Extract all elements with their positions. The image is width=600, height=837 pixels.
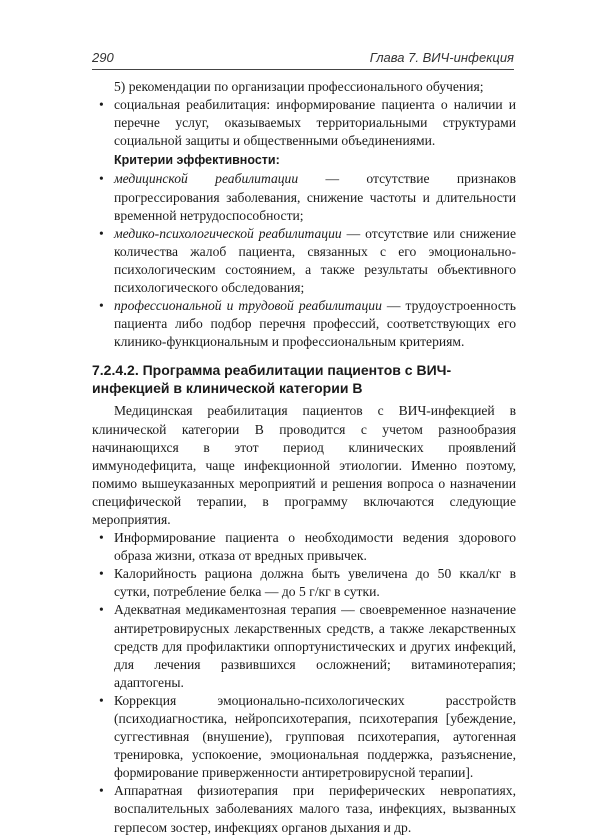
list-item-5: 5) рекомендации по организации профессионального обучения; (114, 79, 484, 94)
measure-item (92, 601, 516, 691)
criteria-heading: Критерии эффективности: (114, 153, 280, 168)
measure-text: Калорийность рациона должна быть увеличена до 50 ккал/кг в сутки, потребление белка — до 5 г/кг в сутки. (114, 566, 516, 600)
page-number: 290 (92, 50, 114, 65)
header-rule (92, 69, 514, 70)
bullet-icon: • (99, 225, 104, 241)
criteria-text: — трудоустроенность пациента либо подбор перечня профессий, соответствующих его клинико-функциональным и профессиональным критериям. (114, 298, 517, 350)
criteria-item (92, 225, 516, 297)
section-heading: 7.2.4.2. Программа реабилитации пациентов с ВИЧ-инфекцией в клинической категории В (92, 362, 452, 397)
criteria-item (92, 170, 516, 224)
bullet-icon: • (99, 171, 104, 187)
criteria-text: — отсутствие или снижение количества жалоб пациента, связанных с его эмоционально-психологическим состоянием, а также результаты объективного психологического обследования; (114, 225, 516, 296)
criteria-term: медицинской реабилитации (114, 171, 299, 187)
bullet-icon: • (99, 602, 104, 618)
bullet-icon: • (99, 97, 104, 113)
page-body (92, 78, 516, 837)
measure-item (92, 692, 516, 782)
measure-item (92, 529, 516, 565)
social-rehab-item (92, 96, 516, 150)
measure-text: Информирование пациента о необходимости ведения здорового образа жизни, отказа от вредных привычек. (114, 530, 516, 564)
section-intro: Медицинская реабилитация пациентов с ВИЧ-инфекцией в клинической категории В проводится с учетом разнообразия начинающихся в этот период клинических проявлений иммунодефицита, чаще инфекционной этиологии. Именно поэтому, помимо вышеуказанных мероприятий и решения вопроса о назначении специфической терапии, в программу включаются следующие мероприятия. (92, 403, 516, 527)
measure-text: Коррекция эмоционально-психологических расстройств (психодиагностика, нейропсихотерапия, психотерапия [убеждение, суггестивная (внушение), групповая психотерапия, аутогенная тренировка, успокоение, эмоциональная поддержка, разъяснение, формирование приверженности антиретровирусной терапии]. (114, 692, 516, 781)
bullet-icon: • (99, 692, 104, 708)
bullet-icon: • (99, 298, 104, 314)
bullet-icon: • (99, 783, 104, 799)
running-header (92, 50, 514, 68)
measure-text: Адекватная медикаментозная терапия — своевременное назначение антиретровирусных лекарственных средств, а также лекарственных средств для профилактики оппортунистических и других инфекций, для лечения развившихся осложнений; витаминотерапия; адаптогены. (114, 602, 516, 690)
measure-text: Аппаратная физиотерапия при периферических невропатиях, воспалительных заболеваниях малого таза, инфекциях, вызванных герпесом зостер, инфекциях органов дыхания и др. (114, 783, 516, 835)
bullet-icon: • (99, 530, 104, 546)
social-rehab-text: социальная реабилитация: информирование пациента о наличии и перечне услуг, оказываемых территориальными структурами социальной защиты и общественными объединениями. (114, 97, 516, 149)
criteria-item (92, 297, 516, 351)
criteria-term: профессиональной и трудовой реабилитации (114, 298, 382, 314)
criteria-term: медико-психологической реабилитации (114, 225, 342, 241)
measure-item (92, 782, 516, 836)
criteria-text: — отсутствие признаков прогрессирования заболевания, снижение частоты и длительности временной нетрудоспособности; (114, 171, 516, 223)
chapter-title: Глава 7. ВИЧ-инфекция (369, 50, 514, 65)
measure-item (92, 565, 516, 601)
bullet-icon: • (99, 566, 104, 582)
